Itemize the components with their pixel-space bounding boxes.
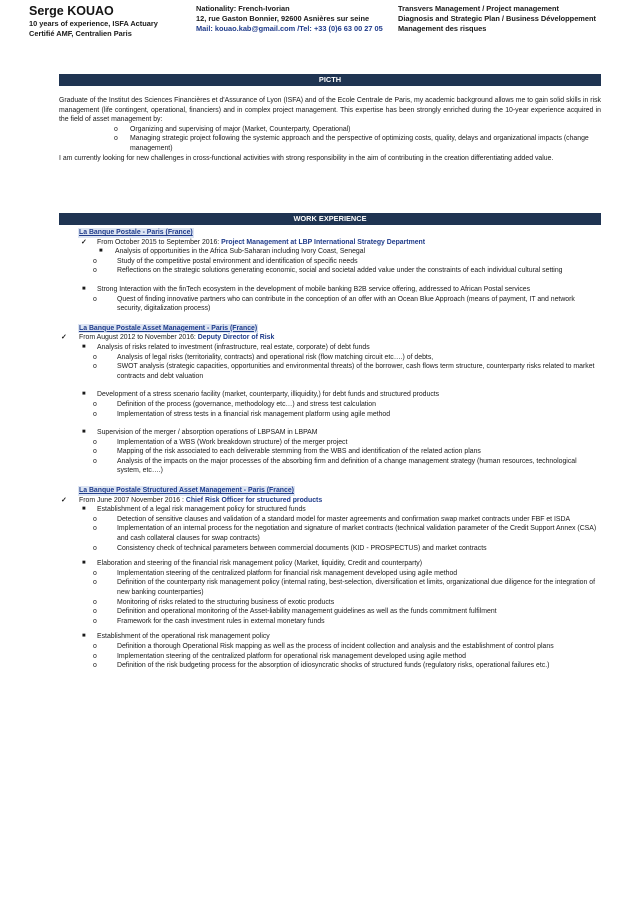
header-skills: [398, 4, 596, 34]
circle-bullet-icon: o: [93, 544, 97, 552]
responsibility: ■ Elaboration and steering of the financial risk management policy (Market, liquidity, Credit and counterparty): [82, 560, 423, 568]
task-item: o Definition and operational monitoring of the Asset-liability management guidelines as well as the funds commitment fulfilment: [93, 608, 497, 616]
circle-bullet-icon: o: [93, 642, 97, 650]
task-item: o Analysis of legal risks (territoriality, contracts) and operational risk (flow matching circuit etc….) of debts,: [93, 353, 434, 361]
circle-bullet-icon: o: [93, 579, 97, 587]
task-item: o Mapping of the risk associated to each deliverable stemming from the WBS and identification of the related action plans: [93, 448, 481, 456]
square-bullet-icon: ■: [82, 506, 86, 513]
skill-2: Diagnosis and Strategic Plan / Business Développement: [398, 14, 596, 23]
square-bullet-icon: ■: [99, 248, 103, 255]
skill-1: Transvers Management / Project management: [398, 4, 560, 13]
pitch-heading: PICTH: [59, 74, 601, 86]
task-item: o Quest of finding innovative partners who can contribute in the conception of an offer with an Ocean Blue Approach (means of payment, IT and network security, digitalization process): [93, 295, 575, 313]
circle-bullet-icon: o: [93, 569, 97, 577]
role-title: Project Management at LBP International Strategy Department: [221, 238, 426, 246]
circle-bullet-icon: o: [93, 267, 97, 275]
pitch-intro: Graduate of the Institut des Sciences Financières et d'Assurance of Lyon (ISFA) and of the Ecole Centrale de Paris, my academic background allows me to gain solid skills in risk management (life contingent, operational, financiers) and in complex project management. This expertise has been strongly enriched during the 10-year experience acquired in the field of asset management by:: [59, 97, 601, 124]
task-item: o Detection of sensitive clauses and validation of a standard model for master agreements and confirmation swap market contracts under FBF et ISDA: [93, 515, 571, 523]
role-line: ✓ From October 2015 to September 2016: Project Management at LBP International Strategy Department: [81, 238, 426, 246]
responsibility: ■ Establishment of the operational risk management policy: [82, 633, 270, 641]
header-identity: [29, 4, 158, 39]
role-line: ✓ From August 2012 to November 2016: Deputy Director of Risk: [61, 334, 275, 342]
responsibility: ■ Strong Interaction with the finTech ecosystem in the development of mobile banking B2B service offering, addressed to African Postal services: [82, 285, 531, 293]
checkmark-icon: ✓: [61, 334, 67, 342]
square-bullet-icon: ■: [82, 633, 86, 640]
company-name: La Banque Postale - Paris (France): [79, 229, 193, 236]
task-item: o Implementation of stress tests in a financial risk management platform using agile method: [93, 410, 391, 418]
circle-bullet-icon: o: [93, 448, 97, 456]
responsibility: ■ Development of a stress scenario facility (market, counterparty, illiquidity,) for debt funds and structured products: [82, 391, 440, 399]
circle-bullet-icon: o: [114, 125, 118, 133]
responsibility: ■ Analysis of risks related to investment (infrastructure, real estate, corporate) of debt funds: [82, 343, 370, 351]
responsibility: ■ Supervision of the merger / absorption operations of LBPSAM in LBPAM: [82, 429, 318, 437]
square-bullet-icon: ■: [82, 391, 86, 398]
circle-bullet-icon: o: [93, 525, 97, 533]
certification: Certifié AMF, Centralien Paris: [29, 29, 132, 38]
circle-bullet-icon: o: [114, 135, 118, 143]
pitch-item: o Organizing and supervising of major (Market, Counterparty, Operational): [114, 125, 351, 133]
nationality: Nationality: French-Ivorian: [196, 4, 290, 13]
task-item: o Monitoring of risks related to the structuring business of exotic products: [93, 598, 335, 606]
work-section: [59, 227, 601, 671]
circle-bullet-icon: o: [93, 438, 97, 446]
responsibility: ■ Analysis of opportunities in the Africa Sub-Saharan including Ivory Coast, Senegal: [99, 248, 366, 256]
task-item: o Consistency check of technical parameters between commercial documents (KID - PROSPECTUS) and market contracts: [93, 544, 487, 552]
email-phone[interactable]: Mail: kouao.kab@gmail.com /Tel: +33 (0)6 63 00 27 05: [196, 24, 383, 33]
circle-bullet-icon: o: [93, 662, 97, 670]
pitch-section: [59, 96, 601, 163]
circle-bullet-icon: o: [93, 295, 97, 303]
circle-bullet-icon: o: [93, 608, 97, 616]
task-item: o Definition of the process (governance, methodology etc…) and stress test calculation: [93, 400, 376, 408]
task-item: o Study of the competitive postal environment and identification of specific needs: [93, 257, 358, 265]
pitch-outro: I am currently looking for new challenges in cross-functional activities with strong responsibility in the aim of contributing in the creation differentiating added value.: [59, 154, 554, 162]
circle-bullet-icon: o: [93, 652, 97, 660]
responsibility: ■ Establishment of a legal risk management policy for structured funds: [82, 506, 306, 514]
square-bullet-icon: ■: [82, 343, 86, 350]
header-contact: [196, 4, 383, 34]
square-bullet-icon: ■: [82, 285, 86, 292]
task-item: o Implementation steering of the centralized platform for financial risk management developed using agile method: [93, 569, 458, 577]
experience-section: [59, 324, 601, 476]
circle-bullet-icon: o: [93, 515, 97, 523]
square-bullet-icon: ■: [82, 560, 86, 567]
square-bullet-icon: ■: [82, 429, 86, 436]
circle-bullet-icon: o: [93, 617, 97, 625]
address: 12, rue Gaston Bonnier, 92600 Asnières sur seine: [196, 14, 370, 23]
task-item: o Implementation of a WBS (Work breakdown structure) of the merger project: [93, 438, 348, 446]
checkmark-icon: ✓: [81, 238, 87, 246]
work-heading: WORK EXPERIENCE: [59, 213, 601, 225]
task-item: o Definition a thorough Operational Risk mapping as well as the process of incident collection and analysis and the establishment of control plans: [93, 642, 554, 650]
experience-section: [59, 486, 601, 671]
circle-bullet-icon: o: [93, 598, 97, 606]
task-item: o Implementation of an internal process for the negotiation and signature of market contracts (technical validation parameter of the Credit Support Annex (CSA) and cash collateral clauses for swap contracts): [93, 525, 597, 543]
circle-bullet-icon: o: [93, 457, 97, 465]
circle-bullet-icon: o: [93, 363, 97, 371]
experience-summary: 10 years of experience, ISFA Actuary: [29, 19, 158, 28]
task-item: o Implementation steering of the centralized platform for operational risk management developed using agile method: [93, 652, 466, 660]
task-item: o Definition of the risk budgeting process for the absorption of idiosyncratic shocks of structured funds (regulatory risks, operational failures etc.): [93, 662, 550, 670]
role-line: ✓ From June 2007 November 2016 : Chief Risk Officer for structured products: [61, 496, 323, 504]
circle-bullet-icon: o: [93, 400, 97, 408]
candidate-name: Serge KOUAO: [29, 4, 114, 18]
role-title: Deputy Director of Risk: [197, 334, 275, 342]
task-item: o Analysis of the impacts on the major processes of the absorbing firm and definition of a change management strategy (human resources, technological system, etc….): [93, 457, 577, 475]
experience-section: [59, 228, 601, 314]
role-title: Chief Risk Officer for structured products: [185, 496, 323, 504]
task-item: o Framework for the cash investment rules in external monetary funds: [93, 617, 325, 625]
company-name: La Banque Postale Asset Management - Paris (France): [79, 324, 258, 332]
task-item: o Reflections on the strategic solutions generating economic, social and societal added value under the constraints of each individual cultural setting: [93, 267, 563, 275]
pitch-item: o Managing strategic project following the systemic approach and the perspective of optimizing costs, quality, delays and organizational impacts (change management): [114, 135, 589, 152]
skill-3: Management des risques: [398, 24, 487, 33]
circle-bullet-icon: o: [93, 257, 97, 265]
task-item: o SWOT analysis (strategic capacities, opportunities and environmental threats) of the borrower, cash flows term structure, counterparty risks related to market contracts and debt valuation: [93, 363, 595, 380]
task-item: o Definition of the counterparty risk management policy (internal rating, best-selection, diversification et limits, organizational due diligence for the integration of new banking counterparties): [93, 579, 596, 596]
checkmark-icon: ✓: [61, 496, 67, 504]
circle-bullet-icon: o: [93, 410, 97, 418]
company-name: La Banque Postale Structured Asset Management - Paris (France): [79, 487, 294, 495]
circle-bullet-icon: o: [93, 353, 97, 361]
header: [0, 0, 638, 66]
